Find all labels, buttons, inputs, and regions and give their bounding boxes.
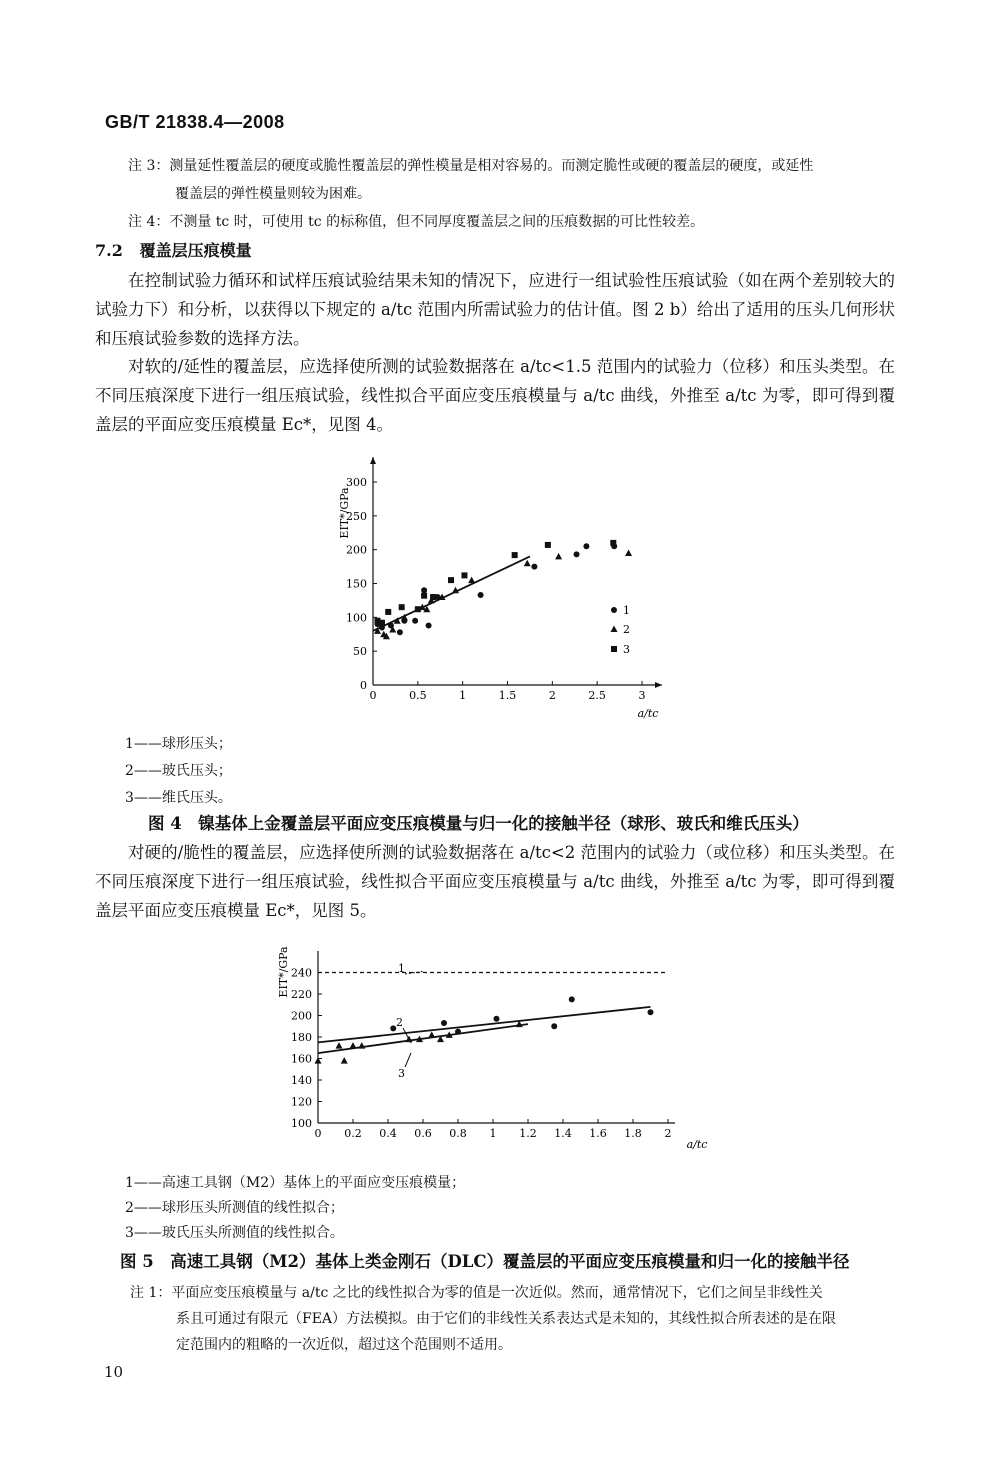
fig5-legend-1: 1——高速工具钢（M2）基体上的平面应变压痕模量； bbox=[125, 1175, 466, 1191]
note-3 bbox=[128, 153, 813, 179]
fig5-x-tick-label: 1.4 bbox=[554, 1127, 572, 1140]
paragraph-1: 在控制试验力循环和试样压痕试验结果未知的情况下，应进行一组试验性压痕试验（如在两个差别较大的试验力下）和分析，以获得以下规定的 a/tc 范围内所需试验力的估计值。图 2 b）给出了适用的压头几何形状和压痕试验参数的选择方法。 bbox=[95, 271, 895, 348]
fig5-legend-3: 3——玻氏压头所测值的线性拟合。 bbox=[125, 1225, 344, 1241]
fig5-x-tick-label: 0.4 bbox=[379, 1127, 397, 1140]
note-3-line-2: 覆盖层的弹性模量则较为困难。 bbox=[175, 186, 371, 202]
paragraph-3: 对硬的/脆性的覆盖层，应选择使所测的试验数据落在 a/tc<2 范围内的试验力（或位移）和压头类型。在不同压痕深度下进行一组压痕试验，线性拟合平面应变压痕模量与 a/tc 曲线，外推至 a/tc 为零，即可得到覆盖层平面应变压痕模量 Ec*，见图 5。 bbox=[95, 843, 895, 920]
fig4-series-1-point bbox=[412, 618, 418, 624]
fig4-series-3-point bbox=[415, 606, 421, 612]
fig4-y-tick-label: 200 bbox=[346, 543, 367, 557]
fig4-series-3-point bbox=[448, 577, 454, 583]
fig4-y-tick-label: 150 bbox=[346, 577, 367, 591]
paragraph-2: 对软的/延性的覆盖层，应选择使所测的试验数据落在 a/tc<1.5 范围内的试验力（位移）和压头类型。在不同压痕深度下进行一组压痕试验，线性拟合平面应变压痕模量与 a/tc 曲线，外推至 a/tc 为零，即可得到覆盖层的平面应变压痕模量 Ec*，见图 4。 bbox=[95, 357, 895, 434]
fig5-y-tick-label: 180 bbox=[291, 1031, 312, 1044]
fig4-x-tick-label: 0.5 bbox=[409, 689, 427, 702]
figure-5-chart bbox=[255, 940, 715, 1155]
note-4-label: 注 4： bbox=[128, 214, 170, 230]
fig4-y-tick-label: 0 bbox=[360, 679, 367, 692]
fig4-series-3-point bbox=[399, 604, 405, 610]
fig4-y-tick-label: 50 bbox=[353, 645, 367, 659]
fig5-series-3-point bbox=[428, 1031, 435, 1038]
fig4-series-3-point bbox=[430, 594, 436, 600]
fig5-x-tick-label: 0.8 bbox=[449, 1127, 467, 1140]
fig5-x-tick-label: 1.2 bbox=[519, 1127, 537, 1140]
fig4-series-1-point bbox=[426, 622, 432, 628]
fig5-callout-2: 2 bbox=[396, 1016, 403, 1029]
note-1-line-1: 平面应变压痕模量与 a/tc 之比的线性拟合为零的值是一次近似。然而，通常情况下，它们之间呈非线性关 bbox=[171, 1285, 823, 1301]
fig4-y-tick-label: 250 bbox=[346, 509, 367, 523]
fig5-callout-3: 3 bbox=[398, 1067, 405, 1080]
fig5-x-tick-label: 1.6 bbox=[589, 1127, 607, 1140]
fig5-x-tick-label: 0.2 bbox=[344, 1127, 362, 1140]
fig5-x-tick-label: 0.6 bbox=[414, 1127, 432, 1140]
fig5-series-2-point bbox=[441, 1020, 447, 1026]
fig5-series-2-point bbox=[551, 1023, 557, 1029]
note-1-line-3: 定范围内的粗略的一次近似，超过这个范围则不适用。 bbox=[176, 1337, 512, 1353]
fig5-y-tick-label: 220 bbox=[291, 988, 312, 1001]
fig5-fit-line-1 bbox=[318, 1007, 651, 1042]
fig5-series-2-point bbox=[494, 1016, 500, 1022]
note-1-label: 注 1： bbox=[130, 1285, 172, 1301]
fig5-y-axis-label: EIT*/GPa bbox=[277, 946, 290, 998]
fig4-x-tick-label: 2.5 bbox=[588, 689, 606, 702]
fig4-legend-key-3: 3 bbox=[623, 643, 630, 656]
fig4-series-3-point bbox=[512, 552, 518, 558]
fig4-series-3-point bbox=[379, 620, 385, 626]
fig5-legend-2: 2——球形压头所测值的线性拟合； bbox=[125, 1200, 344, 1216]
fig4-series-1-point bbox=[397, 629, 403, 635]
fig5-y-tick-label: 120 bbox=[291, 1095, 312, 1109]
fig5-series-2-point bbox=[569, 996, 575, 1002]
fig4-series-2-point bbox=[524, 560, 531, 567]
fig5-y-tick-label: 160 bbox=[291, 1052, 312, 1066]
fig4-y-tick-label: 300 bbox=[346, 476, 367, 489]
note-4-line-1: 不测量 tc 时，可使用 tc 的标称值，但不同厚度覆盖层之间的压痕数据的可比性较差。 bbox=[169, 214, 705, 230]
note-3-line-1: 测量延性覆盖层的硬度或脆性覆盖层的弹性模量是相对容易的。而测定脆性或硬的覆盖层的硬度，或延性 bbox=[169, 158, 814, 174]
note-1-line-2: 系且可通过有限元（FEA）方法模拟。由于它们的非线性关系表达式是未知的，其线性拟合所表述的是在限 bbox=[176, 1311, 837, 1327]
fig4-x-tick-label: 2 bbox=[548, 689, 556, 702]
fig4-series-1-point bbox=[531, 564, 537, 570]
fig4-series-2-point bbox=[555, 553, 562, 560]
fig5-series-3-point bbox=[336, 1042, 343, 1049]
fig4-series-3-point bbox=[385, 609, 391, 615]
fig4-y-arrow-icon bbox=[370, 457, 376, 464]
note-4 bbox=[128, 209, 704, 235]
fig4-series-2-point bbox=[625, 550, 632, 557]
fig4-legend-2: 2——玻氏压头； bbox=[125, 763, 232, 779]
fig5-callout-1: 1 bbox=[398, 962, 405, 975]
fig4-y-tick-label: 100 bbox=[346, 611, 367, 625]
fig5-y-tick-label: 100 bbox=[291, 1117, 312, 1130]
fig4-x-tick-label: 1.5 bbox=[498, 689, 517, 702]
section-heading bbox=[95, 238, 252, 261]
fig4-x-tick-label: 3 bbox=[638, 689, 646, 702]
fig4-series-1-point bbox=[421, 587, 427, 593]
fig4-series-1-point bbox=[583, 543, 589, 549]
fig4-series-1-point bbox=[574, 551, 580, 557]
document-header: GB/T 21838.4—2008 bbox=[105, 112, 285, 132]
section-title: 覆盖层压痕模量 bbox=[139, 241, 252, 260]
fig5-series-2-point bbox=[455, 1029, 461, 1035]
fig5-series-2-point bbox=[648, 1009, 654, 1015]
page-number: 10 bbox=[104, 1363, 124, 1381]
fig4-legend-3: 3——维氏压头。 bbox=[125, 790, 232, 806]
fig4-series-3-point bbox=[545, 542, 551, 548]
fig4-series-1-point bbox=[478, 592, 484, 598]
fig4-legend-marker-3 bbox=[611, 646, 617, 652]
fig5-x-tick-label: 1 bbox=[489, 1127, 497, 1140]
figure-4-chart bbox=[300, 445, 700, 725]
fig5-x-tick-label: 0 bbox=[314, 1127, 322, 1140]
fig4-legend-marker-2 bbox=[611, 626, 618, 633]
fig4-legend-1: 1——球形压头； bbox=[125, 736, 232, 752]
fig5-series-3-point bbox=[350, 1042, 357, 1049]
fig4-x-tick-label: 1 bbox=[459, 689, 467, 702]
fig4-y-axis-label: EIT*/GPa bbox=[338, 487, 351, 539]
fig4-legend-marker-1 bbox=[611, 607, 617, 613]
fig5-caption: 图 5 高速工具钢（M2）基体上类金刚石（DLC）覆盖层的平面应变压痕模量和归一化的接触半径 bbox=[120, 1252, 850, 1271]
section-number: 7.2 bbox=[95, 241, 123, 260]
fig4-caption: 图 4 镍基体上金覆盖层平面应变压痕模量与归一化的接触半径（球形、玻氏和维氏压头） bbox=[148, 814, 809, 833]
fig4-legend-key-1: 1 bbox=[623, 604, 630, 617]
fig4-legend-key-2: 2 bbox=[623, 623, 630, 636]
fig4-series-2-point bbox=[468, 577, 475, 584]
fig5-callout-3-leader bbox=[405, 1053, 411, 1067]
fig5-callout-1-leader bbox=[405, 972, 423, 975]
fig5-x-tick-label: 1.8 bbox=[624, 1127, 642, 1140]
fig5-y-tick-label: 140 bbox=[291, 1074, 312, 1087]
fig5-series-3-point bbox=[341, 1057, 348, 1064]
fig5-y-tick-label: 240 bbox=[291, 966, 312, 980]
fig5-y-tick-label: 200 bbox=[291, 1009, 312, 1023]
fig4-x-axis-label: a/tc bbox=[637, 707, 659, 720]
fig5-series-3-point bbox=[358, 1042, 365, 1049]
fig4-series-3-point bbox=[421, 593, 427, 599]
fig4-series-3-point bbox=[461, 572, 467, 578]
fig5-x-tick-label: 2 bbox=[664, 1127, 672, 1140]
fig4-x-tick-label: 0 bbox=[369, 689, 377, 702]
note-3-label: 注 3： bbox=[128, 158, 170, 174]
fig4-x-arrow-icon bbox=[655, 682, 662, 688]
note-1-bottom bbox=[130, 1280, 823, 1306]
fig4-series-3-point bbox=[610, 540, 616, 546]
fig5-x-axis-label: a/tc bbox=[686, 1138, 708, 1151]
